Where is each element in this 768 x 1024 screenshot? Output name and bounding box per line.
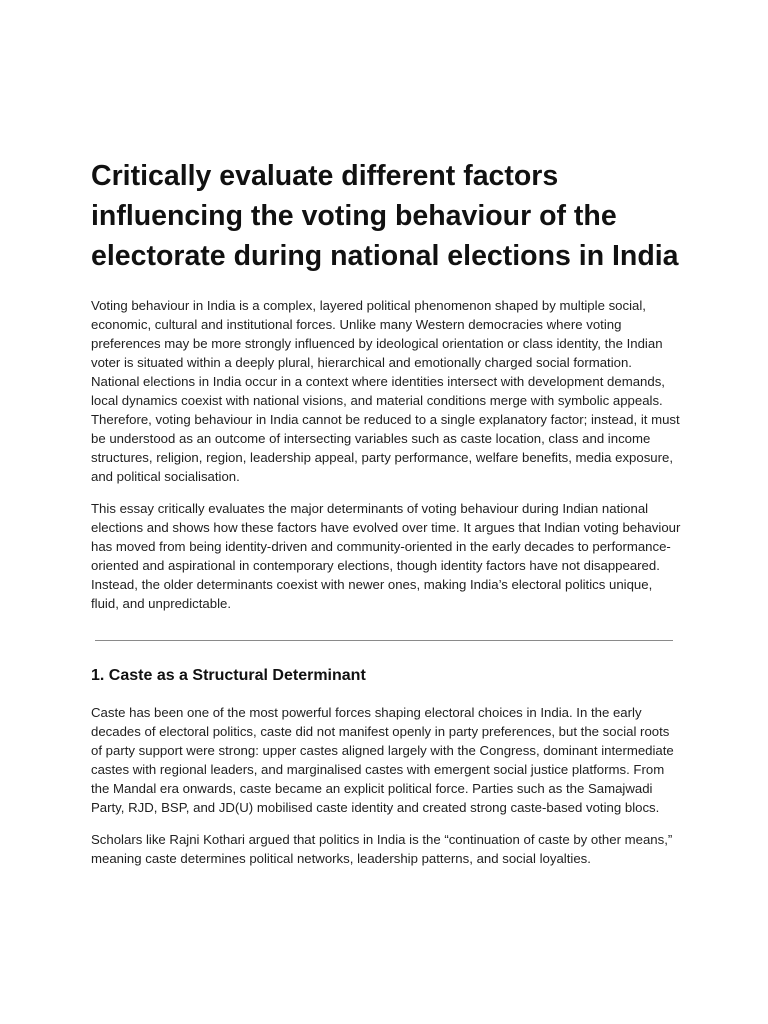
section-divider [95,640,673,641]
body-paragraph: Scholars like Rajni Kothari argued that politics in India is the “continuation of caste by other means,” meaning caste determines political networks, leadership patterns, and social loyalties. [91,832,673,866]
section-heading-caste: 1. Caste as a Structural Determinant [91,667,366,684]
body-paragraph: Caste has been one of the most powerful forces shaping electoral choices in India. In the early decades of electoral politics, caste did not manifest openly in party preferences, but the social roots of party support were strong: upper castes aligned largely with the Congress, dominant intermediate castes with regional leaders, and marginalised castes with emergent social justice platforms. From the Mandal era onwards, caste became an explicit political force. Parties such as the Samajwadi Party, RJD, BSP, and JD(U) mobilised caste identity and created strong caste-based voting blocs. [91,705,674,815]
intro-paragraph: This essay critically evaluates the major determinants of voting behaviour during Indian national elections and shows how these factors have evolved over time. It argues that Indian voting behaviour has moved from being identity-driven and community-oriented in the early decades to performance-oriented and aspirational in contemporary elections, though identity factors have not disappeared. Instead, the older determinants coexist with newer ones, making India’s electoral politics unique, fluid, and unpredictable. [91,501,681,611]
document-title: Critically evaluate different factors influencing the voting behaviour of the electorate during national elections in India [91,160,679,272]
document-page [91,156,681,881]
intro-paragraph: Voting behaviour in India is a complex, layered political phenomenon shaped by multiple social, economic, cultural and institutional forces. Unlike many Western democracies where voting preferences may be more strongly influenced by ideological orientation or class identity, the Indian voter is situated within a deeply plural, hierarchical and emotionally charged social formation. National elections in India occur in a context where identities intersect with development demands, local dynamics coexist with national visions, and material conditions merge with symbolic appeals. Therefore, voting behaviour in India cannot be reduced to a single explanatory factor; instead, it must be understood as an outcome of intersecting variables such as caste location, class and income structures, religion, region, leadership appeal, party performance, welfare benefits, media exposure, and political socialisation. [91,298,680,484]
